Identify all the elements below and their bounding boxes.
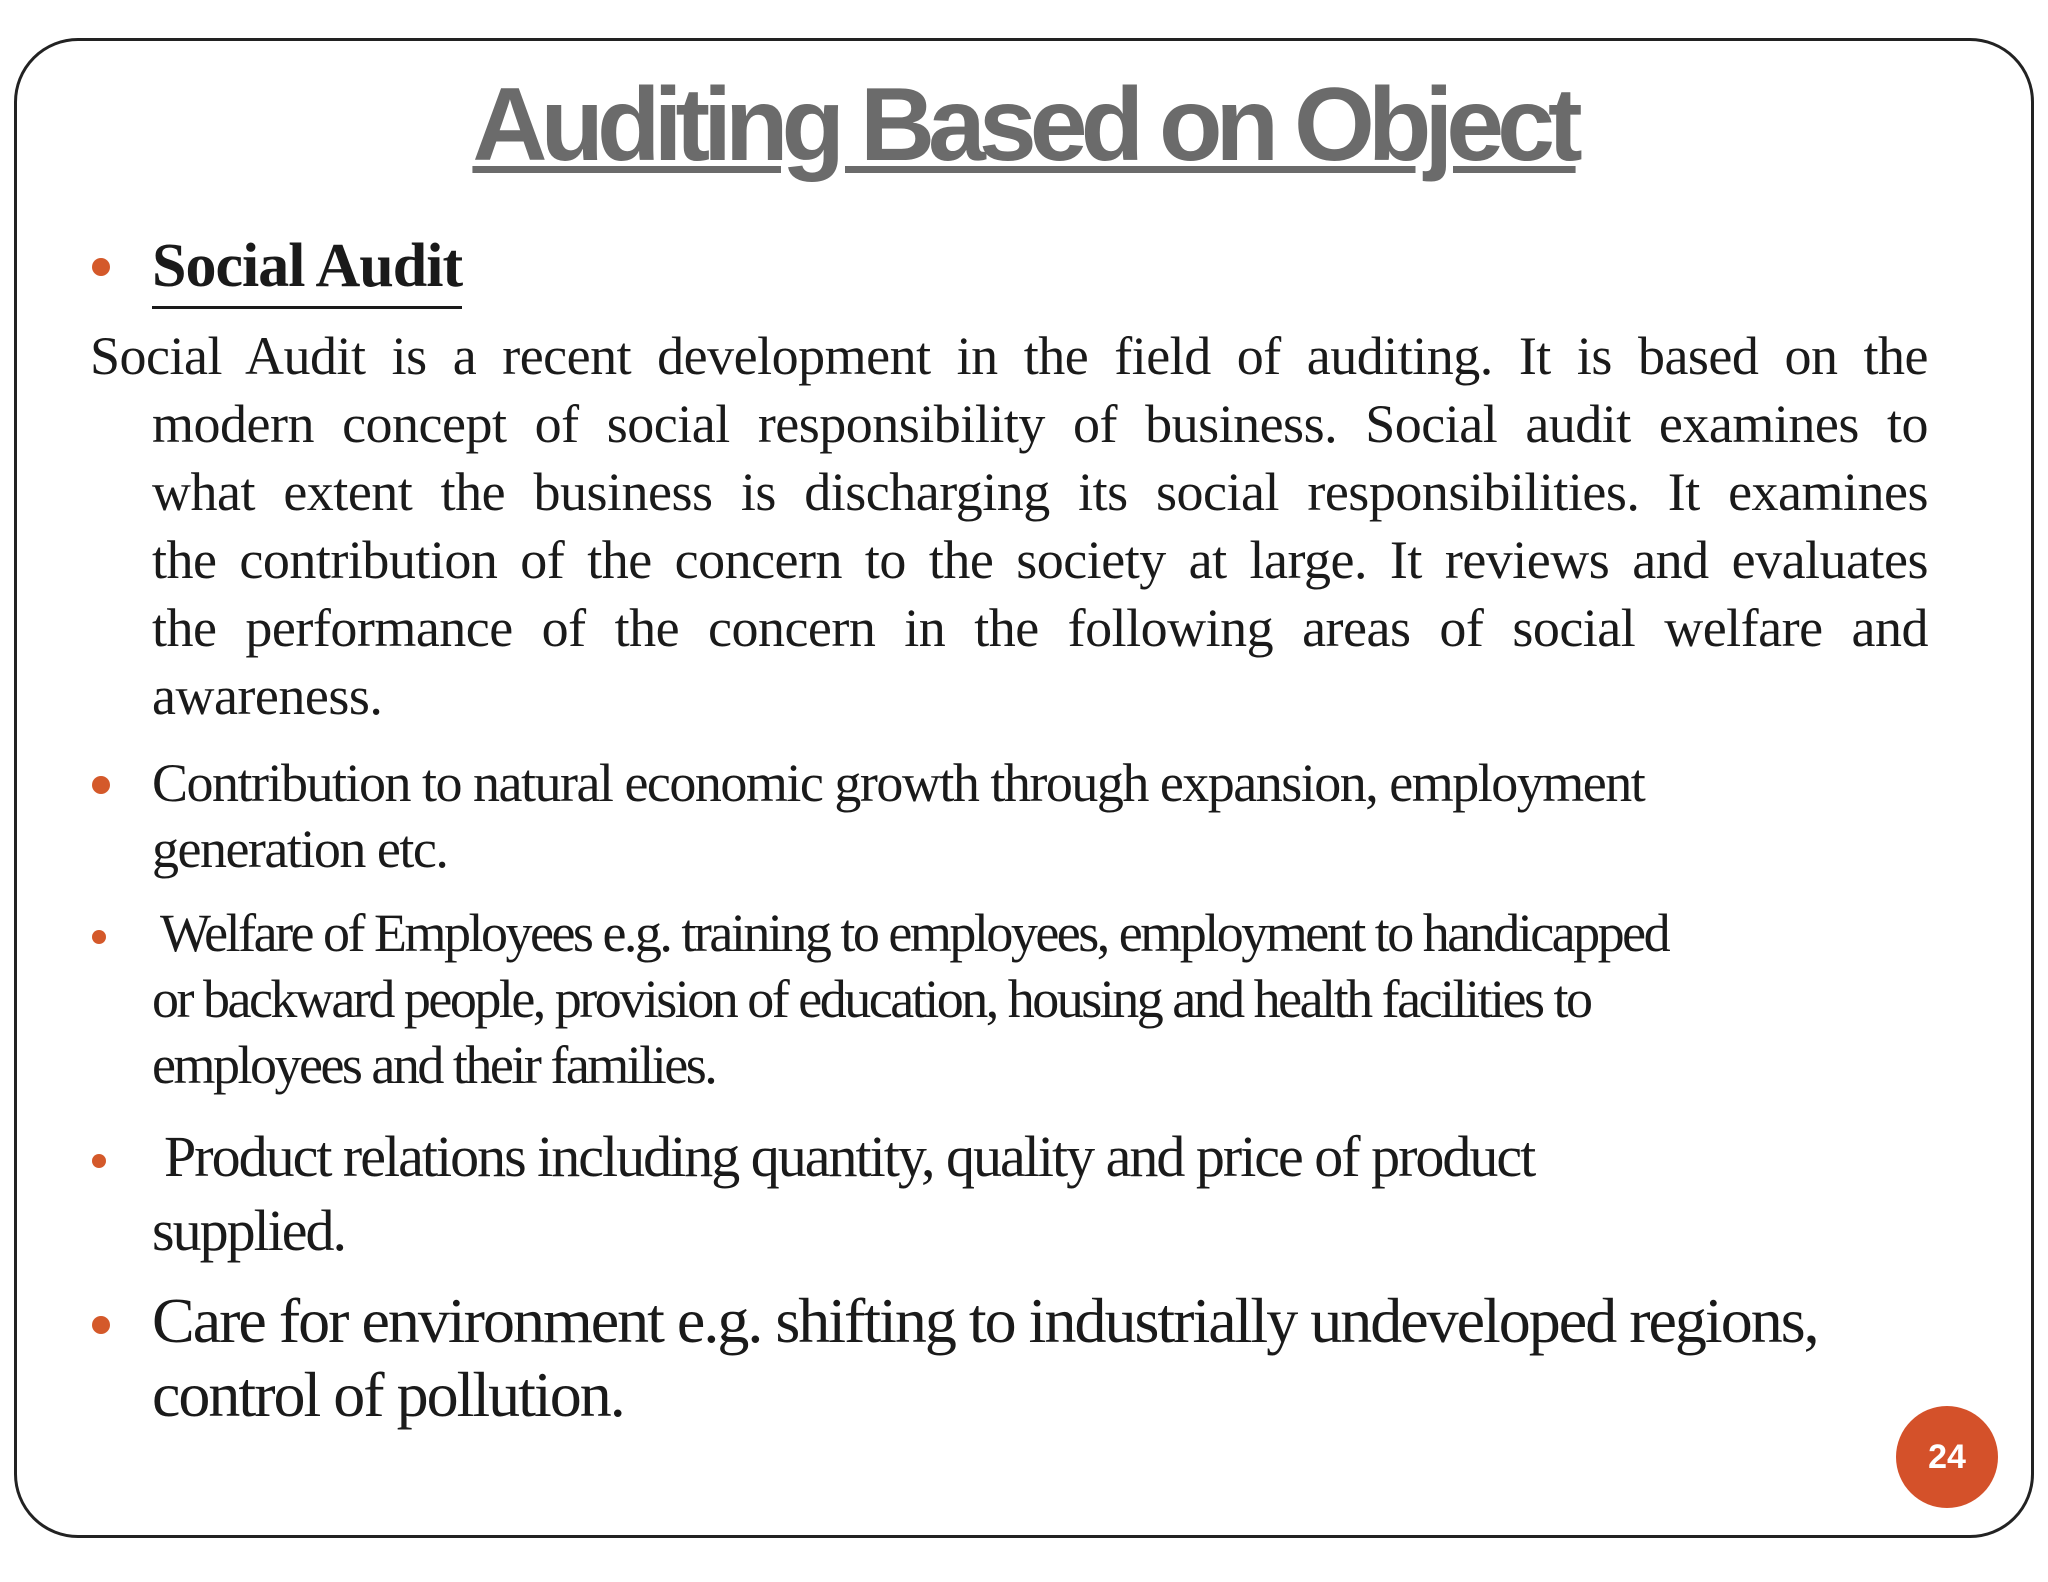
list-item — [152, 900, 1668, 1098]
paragraph-line: Social Audit is a recent development in the field of auditing. It is based on the — [90, 326, 1928, 386]
bullet-dot — [92, 1154, 106, 1168]
paragraph-line: what extent the business is discharging its social responsibilities. It examines — [152, 462, 1928, 522]
bullet-dot — [92, 1316, 110, 1334]
intro-paragraph — [90, 322, 1928, 730]
list-item-line: Contribution to natural economic growth through expansion, employment — [152, 753, 1645, 813]
list-item-line: control of pollution. — [152, 1359, 624, 1430]
slide-title: Auditing Based on Object — [472, 67, 1576, 183]
page-number-badge: 24 — [1896, 1406, 1998, 1508]
list-item — [152, 1284, 1818, 1432]
paragraph-line: modern concept of social responsibility of business. Social audit examines to — [152, 394, 1928, 454]
paragraph-line: the performance of the concern in the following areas of social welfare and — [152, 598, 1928, 658]
list-item — [152, 750, 1644, 882]
list-item-line: generation etc. — [152, 819, 448, 879]
list-item-line: supplied. — [152, 1198, 346, 1263]
bullet-dot — [92, 930, 106, 944]
list-item-line: Care for environment e.g. shifting to industrially undeveloped regions, — [152, 1285, 1818, 1356]
list-item-line: or backward people, provision of education, housing and health facilities to — [152, 969, 1591, 1029]
list-item — [152, 1120, 1534, 1268]
paragraph-line: the contribution of the concern to the society at large. It reviews and evaluates — [152, 530, 1928, 590]
bullet-dot — [92, 776, 110, 794]
section-heading: Social Audit — [152, 228, 462, 309]
list-item-line: Product relations including quantity, quality and price of product — [164, 1124, 1535, 1189]
list-item-line: employees and their families. — [152, 1035, 716, 1095]
bullet-dot — [92, 258, 110, 276]
list-item-line: Welfare of Employees e.g. training to employees, employment to handicapped — [160, 903, 1669, 963]
paragraph-line: awareness. — [152, 666, 383, 726]
